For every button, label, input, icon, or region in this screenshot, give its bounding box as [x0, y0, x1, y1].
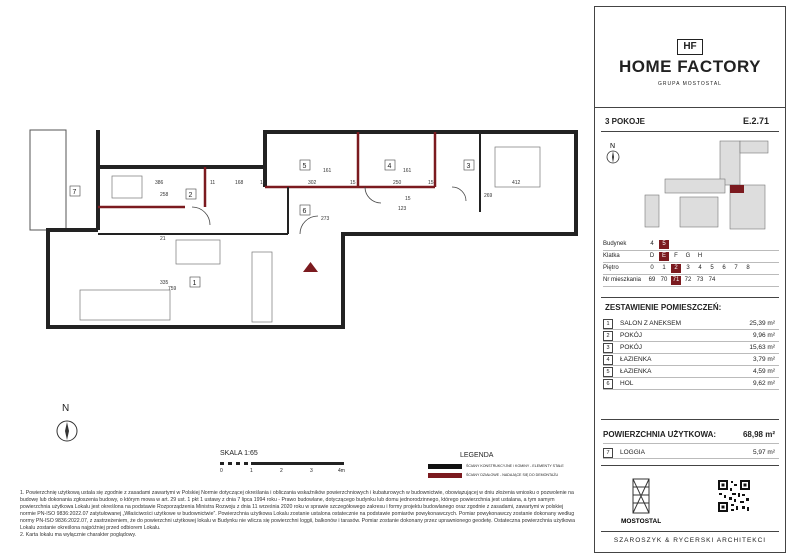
- selector-cell-selected[interactable]: 5: [659, 240, 669, 249]
- info-panel: [594, 6, 786, 553]
- room-row: 4 ŁAZIENKA 3,79 m²: [603, 354, 779, 366]
- rooms-count: 3 POKOJE: [605, 117, 646, 126]
- room-label-2: 2: [188, 192, 193, 199]
- room-label-3: 3: [466, 163, 471, 170]
- legend: [420, 452, 590, 482]
- compass-icon: [605, 141, 621, 165]
- dim-label: 302: [308, 180, 317, 186]
- dim-label: 15: [428, 180, 434, 186]
- selector-row-floor: Piętro 0 1 2 3 4 5 6 7 8: [603, 263, 779, 275]
- note: 1. Powierzchnię użytkową ustala się zgodnie z zasadami zawartymi w Polskiej Normie dotyczącej określania i obliczania wskaźników powierzchniowych i kubaturowych w budownictwie, obowiązującej w dniu złożenia wniosku o pozwolenie na budowę lub dokonania zgłoszenia budowy, o którym mowa w art. 29 ust. 1 pkt 1 ustawy z dnia 7 lipca 1994 roku - Prawo budowlane, dotyczącego budynku lub domu jednorodzinnego, którego powierzchnia jest ustalana, a tym samym powierzchnia użytkowa Lokalu jest określona na podstawie Rozporządzenia Ministra Rozwoju z dnia 11 września 2020 roku w sprawie szczegółowego zakresu i formy projektu budowlanego oraz zgodnie z zasadami, zawartymi w polskiej normie PN-ISO 9836:2022.07 zatytułowanej „Właściwości użytkowe w budownictwie”. Powierzchnia użytkowa Lokalu zostanie ustalona ostatecznie na podstawie pomiarów powykonawczych. Pomiar powykonawczy zostanie dokonany według normy PN-ISO 9836:2022.07, z zastrzeżeniem, że do powierzchni użytkowej lokalu w Budynku nie wlicza się powierzchni loggii, balkonów i tarasów. Pomiar zostanie dokonany przez uprawnionego geodetę. Ostateczna powierzchnia użytkowa Lokalu zostanie określona najpóźniej przed odbiorem Lokalu.: [20, 490, 576, 531]
- north-label: N: [62, 403, 70, 414]
- room-label-6: 6: [302, 208, 307, 215]
- selector-cell[interactable]: 4: [650, 241, 654, 247]
- dim-label: 11: [210, 180, 216, 186]
- brand-badge: HF: [677, 39, 703, 55]
- mostostal-text: MOSTOSTAL: [621, 518, 661, 525]
- selector-cell-selected[interactable]: E: [659, 252, 669, 261]
- scale-tick: 3: [310, 468, 313, 474]
- north-indicator-main: [55, 403, 79, 445]
- dim-label: 15: [405, 196, 411, 202]
- selector-cell[interactable]: 69: [648, 277, 656, 283]
- dim-label: 21: [160, 236, 166, 242]
- dim-label: 168: [235, 180, 244, 186]
- room-label-7: 7: [72, 189, 77, 196]
- rooms-header: ZESTAWIENIE POMIESZCZEŃ:: [605, 303, 722, 312]
- legend-item: ŚCIANY DZIAŁOWE - NADAJĄCE SIĘ DO DEMONTAŻU: [466, 473, 559, 477]
- dim-label: 161: [323, 168, 332, 174]
- room-row: 2 POKÓJ 9,96 m²: [603, 330, 779, 342]
- dim-label: 273: [321, 216, 330, 222]
- dim-label: 15: [350, 180, 356, 186]
- qr-code[interactable]: [717, 479, 751, 513]
- selector-cell[interactable]: 1: [662, 265, 666, 271]
- dim-label: 258: [160, 192, 169, 198]
- floor-plan: [20, 112, 590, 372]
- svg-text:N: N: [610, 143, 616, 150]
- dim-label: 123: [398, 206, 407, 212]
- selector-row-building: Budynek 4 5: [603, 239, 779, 251]
- dim-label: 386: [155, 180, 164, 186]
- selector-row-unit: Nr mieszkania 69 70 71 72 73 74: [603, 275, 779, 287]
- selector-cell[interactable]: 0: [650, 265, 654, 271]
- dim-label: 412: [512, 180, 521, 186]
- selector-cell[interactable]: 6: [722, 265, 726, 271]
- brand-subtitle: GRUPA MOSTOSTAL: [658, 81, 722, 87]
- dim-label: 335: [160, 280, 169, 286]
- room-row: 5 ŁAZIENKA 4,59 m²: [603, 366, 779, 378]
- selector-row-stair: Klatka D E F G H: [603, 251, 779, 263]
- dim-label: 161: [403, 168, 412, 174]
- scale-label: SKALA 1:65: [220, 450, 258, 457]
- selector-cell-selected[interactable]: 71: [672, 277, 680, 283]
- apartment-code: E.2.71: [742, 116, 769, 126]
- selector-cell[interactable]: 3: [686, 265, 690, 271]
- legend-item: ŚCIANY KONSTRUKCYJNE / KOMINY - ELEMENTY STAŁE: [466, 464, 564, 468]
- selector-cell[interactable]: H: [697, 253, 703, 259]
- room-label-4: 4: [387, 163, 392, 170]
- compass-icon: [55, 419, 79, 443]
- legend-title: LEGENDA: [460, 452, 494, 459]
- selector-cell[interactable]: 72: [684, 277, 692, 283]
- mostostal-logo: [621, 475, 661, 527]
- brand-header: [595, 7, 785, 108]
- selector-cell[interactable]: 5: [710, 265, 714, 271]
- selector-cell[interactable]: 74: [708, 277, 716, 283]
- dim-label: 759: [168, 286, 177, 292]
- scale-bar: [220, 450, 370, 480]
- note: 2. Karta lokalu ma wyłącznie charakter poglądowy.: [20, 532, 137, 538]
- room-row: 6 HOL 9,62 m²: [603, 378, 779, 390]
- brand-title: HOME FACTORY: [618, 57, 761, 76]
- room-row: 1 SALON Z ANEKSEM 25,39 m²: [603, 318, 779, 330]
- scale-tick: 1: [250, 468, 253, 474]
- selector-cell[interactable]: 73: [696, 277, 704, 283]
- selector-cell[interactable]: 4: [698, 265, 702, 271]
- apartment-bar: [595, 115, 785, 129]
- selector-cell[interactable]: D: [649, 253, 655, 259]
- scale-tick: 2: [280, 468, 283, 474]
- key-plan: [635, 135, 775, 235]
- dim-label: 15: [260, 180, 266, 186]
- selector-cell[interactable]: 7: [734, 265, 738, 271]
- scale-tick: 0: [220, 468, 223, 474]
- usable-area: POWIERZCHNIA UŻYTKOWA: 68,98 m²: [603, 427, 779, 444]
- selector-cell[interactable]: 70: [660, 277, 668, 283]
- scale-tick: 4m: [338, 468, 345, 474]
- room-row: 3 POKÓJ 15,63 m²: [603, 342, 779, 354]
- dim-label: 269: [484, 193, 493, 199]
- architect-credit: SZAROSZYK & RYCERSKI ARCHITEKCI: [613, 537, 767, 544]
- room-label-5: 5: [302, 163, 307, 170]
- dim-label: 250: [393, 180, 402, 186]
- selector-cell[interactable]: G: [685, 253, 691, 259]
- selector-cell-selected[interactable]: 2: [671, 264, 681, 273]
- room-label-1: 1: [192, 280, 197, 287]
- footer-notes: [20, 490, 580, 539]
- selector-cell[interactable]: 8: [746, 265, 750, 271]
- selector-cell[interactable]: F: [674, 253, 678, 259]
- room-row: 7 LOGGIA 5,97 m²: [603, 447, 779, 459]
